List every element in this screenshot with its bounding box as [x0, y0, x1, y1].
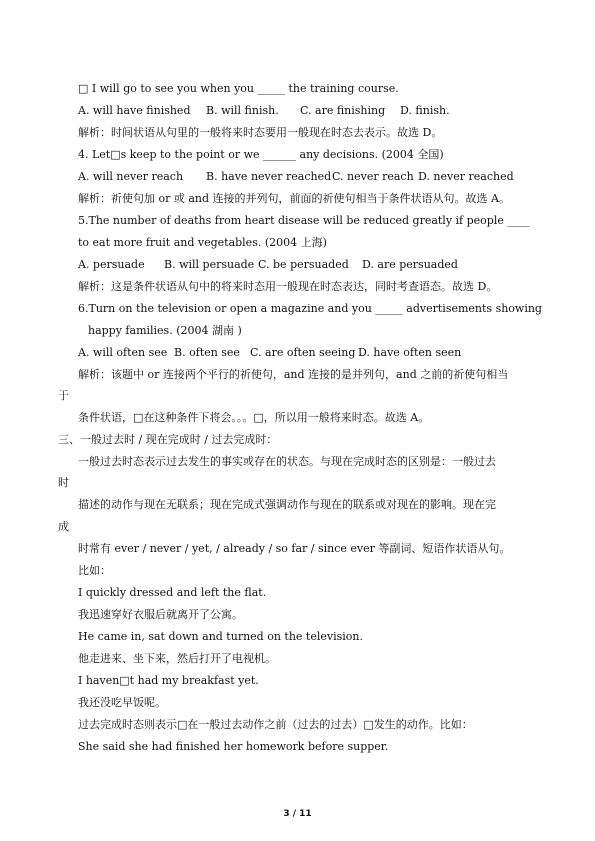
question-5-stem: 5.The number of deaths from heart disease will be reduced greatly if people ____ [78, 214, 530, 227]
option-c: C. never reach [332, 170, 414, 183]
option-d: D. have often seen [358, 346, 462, 359]
wrapped-char: 于 [58, 389, 69, 402]
option-d: D. finish. [400, 104, 450, 117]
question-6-stem: 6.Turn on the television or open a magazine and you _____ advertisements showing [78, 302, 542, 315]
example-sentence: He came in, sat down and turned on the television. [78, 630, 363, 643]
question-5-explanation: 解析：这是条件状语从句中的将来时态用一般现在时态表达，同时考查语态。故选 D。 [78, 280, 498, 293]
option-d: D. are persuaded [362, 258, 458, 271]
page-number: 3 / 11 [283, 809, 312, 819]
wrapped-char: 成 [58, 520, 69, 533]
option-b: B. will finish. [206, 104, 279, 117]
option-a: A. will have finished [78, 104, 191, 117]
example-sentence: I haven□t had my breakfast yet. [78, 674, 259, 687]
option-a: A. will never reach [78, 170, 184, 183]
option-c: C. be persuaded [258, 258, 349, 271]
example-sentence: She said she had finished her homework before supper. [78, 740, 389, 753]
question-3-stem: □ I will go to see you when you _____ the training course. [78, 82, 399, 95]
example-sentence: I quickly dressed and left the flat. [78, 586, 267, 599]
example-label: 比如： [78, 564, 111, 577]
option-d: D. never reached [418, 170, 514, 183]
paragraph-line: 过去完成时态则表示□在一般过去动作之前（过去的过去）□发生的动作。比如： [78, 718, 473, 731]
section-heading: 三、一般过去时 / 现在完成时 / 过去完成时： [58, 433, 278, 446]
wrapped-char: 时 [58, 476, 69, 489]
option-b: B. often see [174, 346, 240, 359]
example-translation: 我迅速穿好衣服后就离开了公寓。 [78, 608, 243, 621]
question-4-stem: 4. Let□s keep to the point or we ______ any decisions. (2004 全国) [78, 148, 444, 161]
paragraph-line: 一般过去时态表示过去发生的事实或存在的状态。与现在完成时态的区别是：一般过去 [78, 455, 496, 468]
option-b: B. have never reached [206, 170, 332, 183]
question-6-stem-continued: happy families. (2004 湖南 ) [88, 324, 242, 337]
question-5-stem-continued: to eat more fruit and vegetables. (2004 上海) [78, 236, 327, 249]
example-translation: 我还没吃早饭呢。 [78, 696, 166, 709]
option-b: B. will persuade [164, 258, 255, 271]
paragraph-line: 描述的动作与现在无联系；现在完成式强调动作与现在的联系或对现在的影响。现在完 [78, 498, 496, 511]
question-3-explanation: 解析：时间状语从句里的一般将来时态要用一般现在时态去表示。故选 D。 [78, 126, 443, 139]
question-6-explanation-continued: 条件状语，□在这种条件下将会。。。□，所以用一般将来时态。故选 A。 [78, 411, 430, 424]
example-translation: 他走进来、坐下来，然后打开了电视机。 [78, 652, 276, 665]
option-c: C. are finishing [300, 104, 386, 117]
paragraph-line: 时常有 ever / never / yet, / already / so far / since ever 等副词、短语作状语从句。 [78, 542, 511, 555]
question-4-explanation: 解析：祈使句加 or 或 and 连接的并列句，前面的祈使句相当于条件状语从句。故选 A。 [78, 192, 510, 205]
option-a: A. will often see [78, 346, 168, 359]
option-c: C. are often seeing [250, 346, 356, 359]
question-6-explanation: 解析：该题中 or 连接两个平行的祈使句，and 连接的是并列句，and 之前的祈使句相当 [78, 368, 509, 381]
option-a: A. persuade [78, 258, 145, 271]
